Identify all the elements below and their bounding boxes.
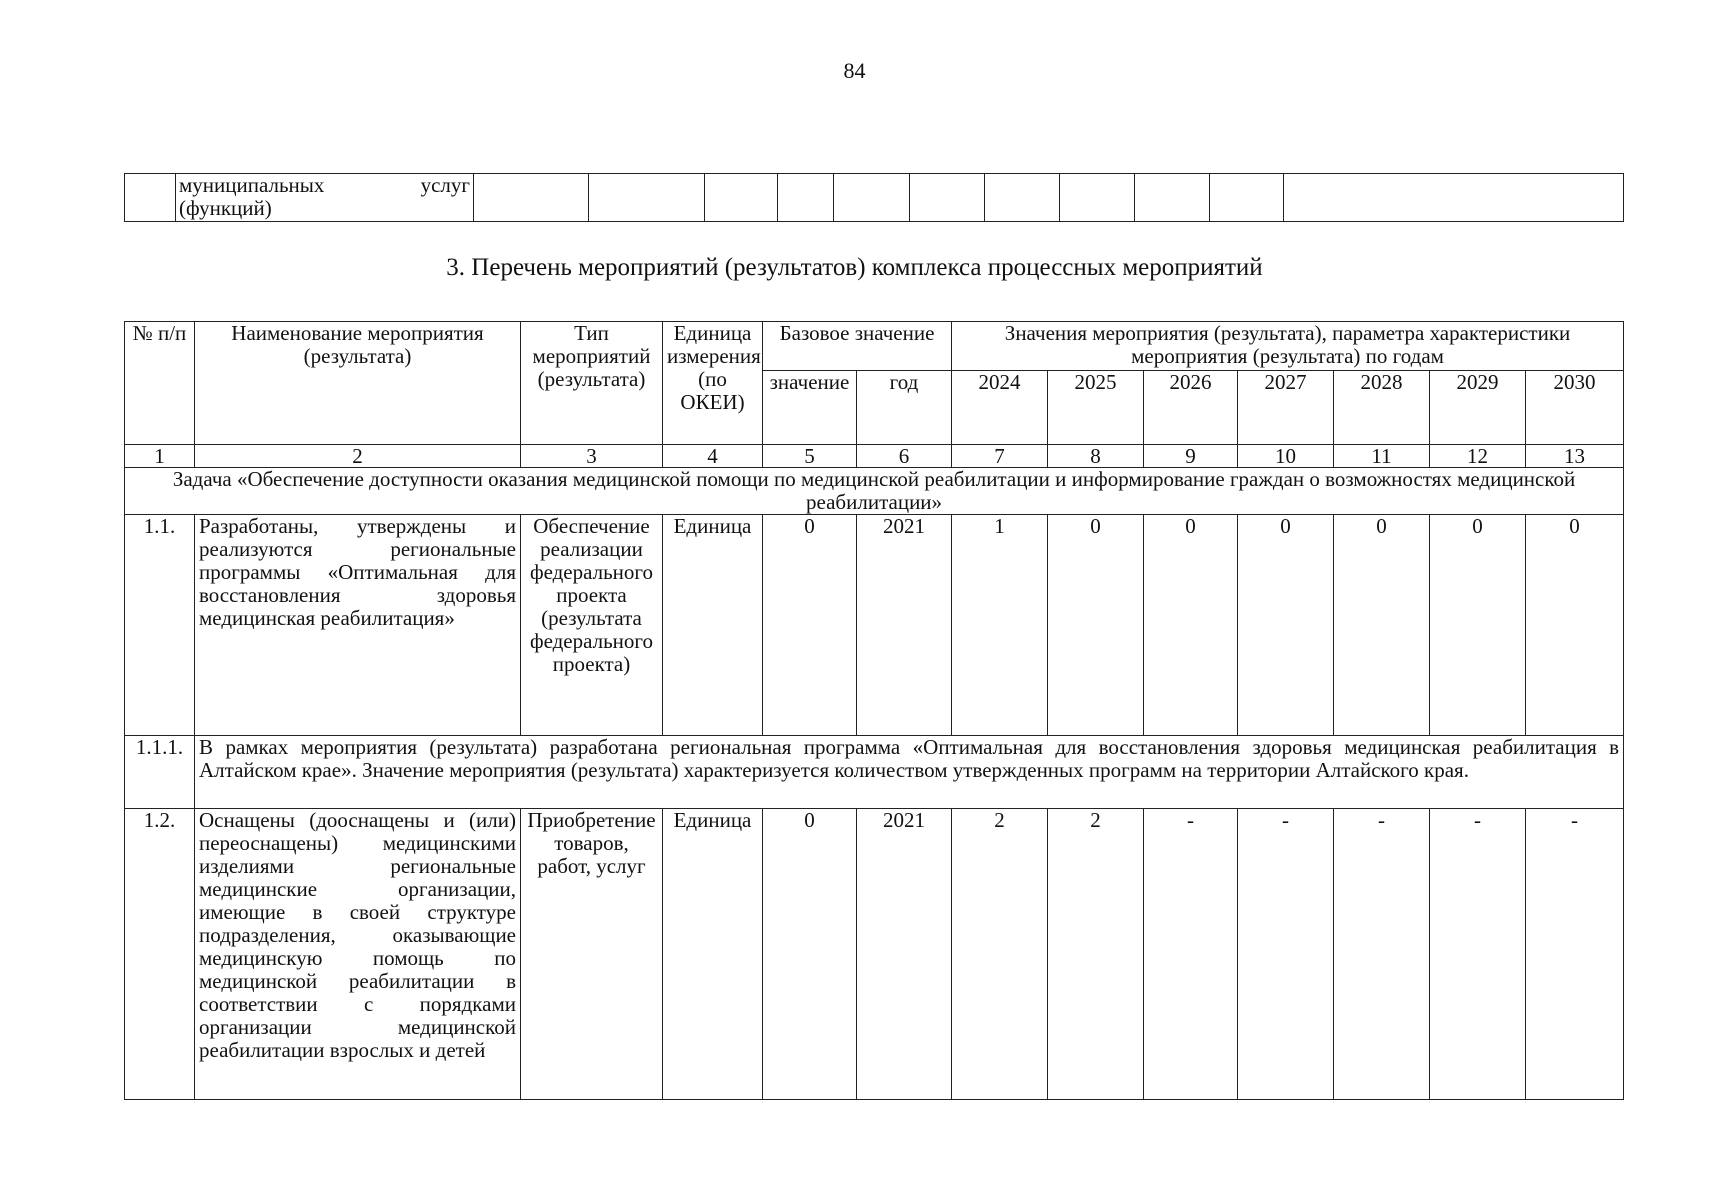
cell-municipal-services xyxy=(176,174,474,222)
cell-empty xyxy=(125,174,176,222)
row-value-2030: - xyxy=(1526,809,1624,1100)
cell-empty xyxy=(705,174,778,222)
cell-empty xyxy=(474,174,589,222)
row-base-value: 0 xyxy=(763,515,857,736)
table-row xyxy=(125,809,1624,1100)
header-type: Тип мероприятий (результата) xyxy=(521,322,663,445)
header-year-2030: 2030 xyxy=(1526,371,1624,445)
row-value-2025: 0 xyxy=(1048,515,1144,736)
row-value-2029: - xyxy=(1430,809,1526,1100)
municipal-word: муниципальных xyxy=(179,173,325,197)
cell-empty xyxy=(985,174,1060,222)
header-base: Базовое значение xyxy=(763,322,952,371)
column-number: 3 xyxy=(521,445,663,468)
header-year-2027: 2027 xyxy=(1238,371,1334,445)
header-year-2028: 2028 xyxy=(1334,371,1430,445)
column-numbers-row xyxy=(125,445,1624,468)
row-type: Приобретение товаров, работ, услуг xyxy=(521,809,663,1100)
row-value-2028: - xyxy=(1334,809,1430,1100)
note-row xyxy=(125,736,1624,809)
cell-empty xyxy=(1060,174,1135,222)
header-year-2026: 2026 xyxy=(1144,371,1238,445)
header-num: № п/п xyxy=(125,322,195,445)
row-value-2025: 2 xyxy=(1048,809,1144,1100)
cell-empty xyxy=(910,174,985,222)
column-number: 6 xyxy=(857,445,952,468)
column-number: 12 xyxy=(1430,445,1526,468)
header-base-year: год xyxy=(857,371,952,445)
row-value-2027: 0 xyxy=(1238,515,1334,736)
column-number: 7 xyxy=(952,445,1048,468)
row-value-2026: - xyxy=(1144,809,1238,1100)
cell-empty xyxy=(1135,174,1210,222)
task-row xyxy=(125,468,1624,515)
column-number: 1 xyxy=(125,445,195,468)
header-year-2029: 2029 xyxy=(1430,371,1526,445)
row-name: Оснащены (дооснащены и (или) переоснащены) медицинскими изделиями региональные медицинские организации, имеющие в своей структуре подразделения, оказывающие медицинскую помощь по медицинской реабилитации в соответствии с порядками организации медицинской реабилитации взрослых и детей xyxy=(195,809,521,1100)
row-num: 1.2. xyxy=(125,809,195,1100)
section-title: 3. Перечень мероприятий (результатов) комплекса процессных мероприятий xyxy=(446,254,1263,281)
row-name: Разработаны, утверждены и реализуются региональные программы «Оптимальная для восстановления здоровья медицинская реабилитация» xyxy=(195,515,521,736)
note-num: 1.1.1. xyxy=(125,736,195,809)
row-base-year: 2021 xyxy=(857,515,952,736)
column-number: 13 xyxy=(1526,445,1624,468)
functions-word: (функций) xyxy=(179,196,272,220)
column-number: 10 xyxy=(1238,445,1334,468)
row-unit: Единица xyxy=(663,515,763,736)
header-year-2025: 2025 xyxy=(1048,371,1144,445)
row-base-value: 0 xyxy=(763,809,857,1100)
page-number: 84 xyxy=(843,58,866,83)
services-word: услуг xyxy=(420,173,470,197)
cell-empty xyxy=(589,174,705,222)
header-values: Значения мероприятия (результата), параметра характеристики мероприятия (результата) по годам xyxy=(952,322,1624,371)
column-number: 4 xyxy=(663,445,763,468)
measures-table xyxy=(124,321,1624,1100)
column-number: 9 xyxy=(1144,445,1238,468)
row-value-2026: 0 xyxy=(1144,515,1238,736)
row-unit: Единица xyxy=(663,809,763,1100)
header-row-1 xyxy=(125,322,1624,371)
row-value-2030: 0 xyxy=(1526,515,1624,736)
row-value-2028: 0 xyxy=(1334,515,1430,736)
task-text: Задача «Обеспечение доступности оказания медицинской помощи по медицинской реабилитации и информирование граждан о возможностях медицинской реабилитации» xyxy=(125,468,1624,515)
header-unit: Единица измерения (по ОКЕИ) xyxy=(663,322,763,445)
row-type: Обеспечение реализации федерального проекта (результата федерального проекта) xyxy=(521,515,663,736)
row-value-2029: 0 xyxy=(1430,515,1526,736)
column-number: 8 xyxy=(1048,445,1144,468)
table-row xyxy=(125,515,1624,736)
header-name: Наименование мероприятия (результата) xyxy=(195,322,521,445)
cell-empty xyxy=(778,174,834,222)
note-text: В рамках мероприятия (результата) разработана региональная программа «Оптимальная для восстановления здоровья медицинская реабилитация в Алтайском крае». Значение мероприятия (результата) характеризуется количеством утвержденных программ на территории Алтайского края. xyxy=(195,736,1624,809)
row-value-2027: - xyxy=(1238,809,1334,1100)
cell-empty xyxy=(834,174,910,222)
column-number: 11 xyxy=(1334,445,1430,468)
row-value-2024: 2 xyxy=(952,809,1048,1100)
column-number: 5 xyxy=(763,445,857,468)
row-base-year: 2021 xyxy=(857,809,952,1100)
continuation-table xyxy=(124,173,1624,222)
column-number: 2 xyxy=(195,445,521,468)
header-base-value: значение xyxy=(763,371,857,445)
header-year-2024: 2024 xyxy=(952,371,1048,445)
cell-empty xyxy=(1284,174,1624,222)
continuation-row xyxy=(125,174,1624,222)
row-value-2024: 1 xyxy=(952,515,1048,736)
cell-empty xyxy=(1210,174,1284,222)
row-num: 1.1. xyxy=(125,515,195,736)
